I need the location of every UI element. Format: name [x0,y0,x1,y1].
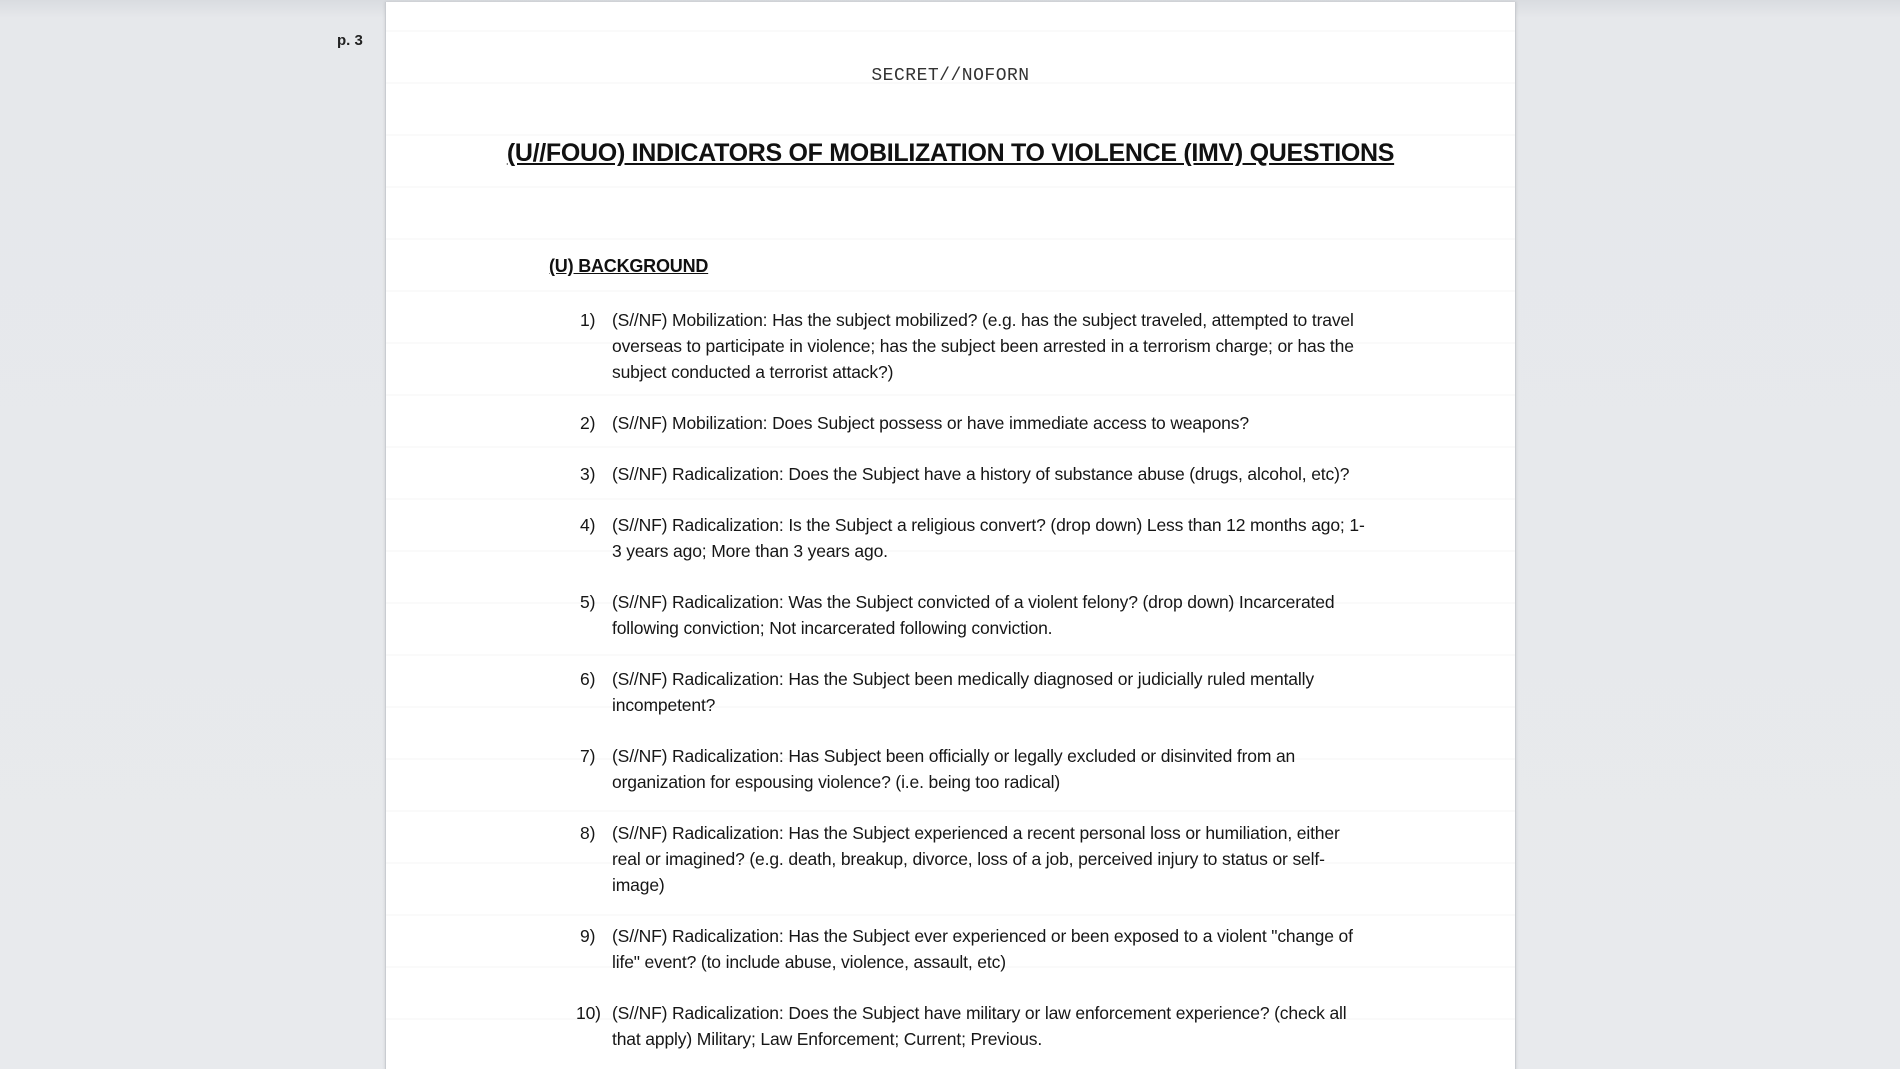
question-list [576,307,1370,1069]
question-text: (S//NF) Radicalization: Is the Subject a religious convert? (drop down) Less than 12 months ago; 1-3 years ago; More than 3 years ago. [612,515,1365,561]
question-item [580,307,1370,385]
question-number: 10) [576,1003,601,1023]
classification-marking: SECRET//NOFORN [871,66,1030,86]
question-item [580,461,1370,487]
section-heading: (U) BACKGROUND [549,256,709,276]
question-number: 9) [580,926,596,946]
question-text: (S//NF) Radicalization: Has Subject been officially or legally excluded or disinvited from an organization for espousing violence? (i.e. being too radical) [612,746,1296,792]
question-number: 6) [580,669,596,689]
document-page [385,2,1516,1069]
question-text: (S//NF) Mobilization: Has the subject mobilized? (e.g. has the subject traveled, attempted to travel overseas to participate in violence; has the subject been arrested in a terrorism charge; or has the subject conducted a terrorist attack?) [612,310,1354,382]
question-item [580,743,1370,795]
question-text: (S//NF) Radicalization: Was the Subject convicted of a violent felony? (drop down) Incarcerated following conviction; Not incarcerated following conviction. [612,592,1335,638]
question-number: 5) [580,592,596,612]
question-item [576,1000,1370,1052]
question-text: (S//NF) Mobilization: Does Subject possess or have immediate access to weapons? [612,413,1249,433]
question-number: 8) [580,823,596,843]
question-text: (S//NF) Radicalization: Does the Subject have a history of substance abuse (drugs, alcohol, etc)? [612,464,1350,484]
question-item [580,666,1370,718]
question-number: 4) [580,515,596,535]
question-text: (S//NF) Radicalization: Does the Subject have military or law enforcement experience? (check all that apply) Military; Law Enforcement; Current; Previous. [612,1003,1347,1049]
page-title: (U//FOUO) INDICATORS OF MOBILIZATION TO VIOLENCE (IMV) QUESTIONS [506,139,1395,167]
question-number: 7) [580,746,596,766]
page-number-label: p. 3 [337,32,363,49]
question-text: (S//NF) Radicalization: Has the Subject ever experienced or been exposed to a violent "change of life" event? (to include abuse, violence, assault, etc) [612,926,1353,972]
question-text: (S//NF) Radicalization: Has the Subject been medically diagnosed or judicially ruled mentally incompetent? [612,669,1314,715]
question-number: 2) [580,413,596,433]
question-item [580,923,1370,975]
question-item [580,410,1370,436]
question-number: 1) [580,310,596,330]
question-item [580,820,1370,898]
question-text: (S//NF) Radicalization: Has the Subject experienced a recent personal loss or humiliation, either real or imagined? (e.g. death, breakup, divorce, loss of a job, perceived injury to status or self-image) [612,823,1340,895]
question-item [580,512,1370,564]
question-number: 3) [580,464,596,484]
question-item [580,589,1370,641]
